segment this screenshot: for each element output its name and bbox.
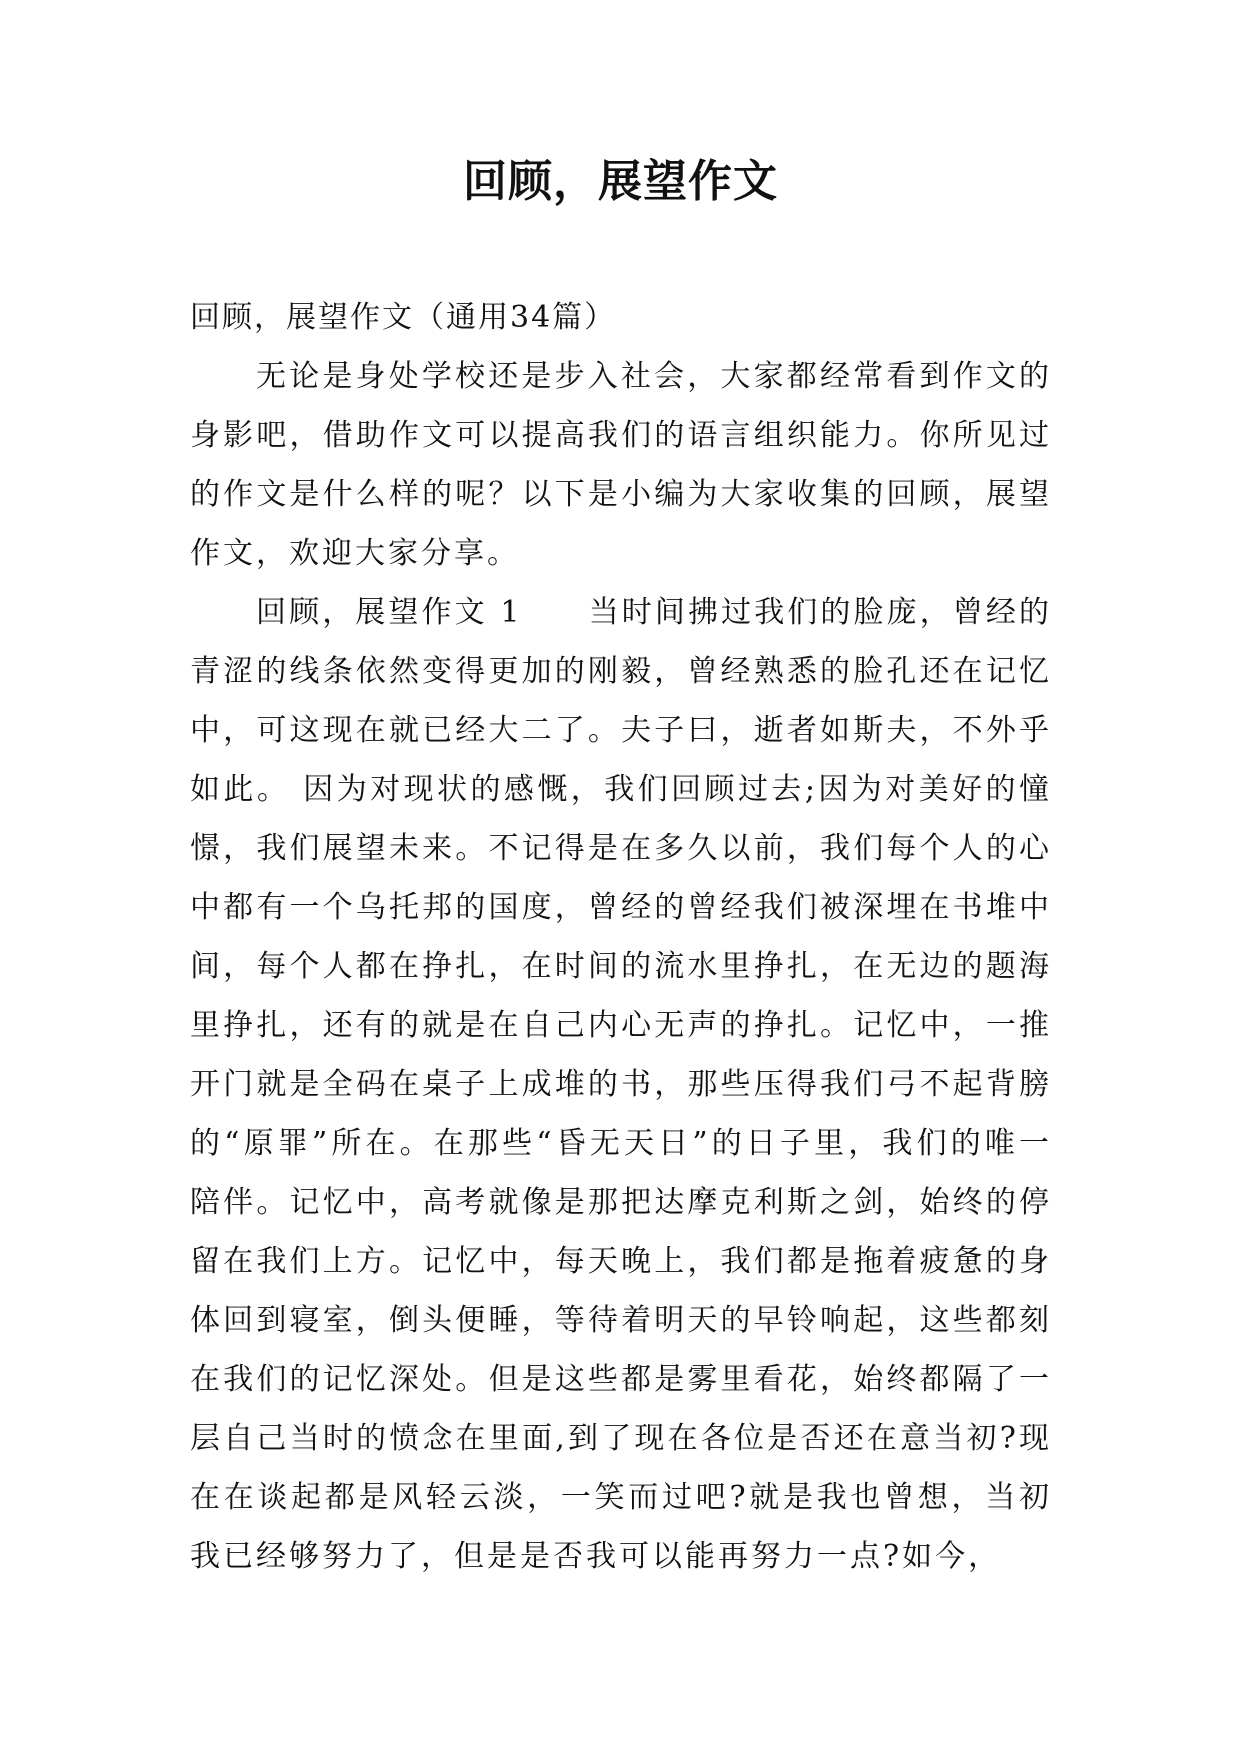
document-title: 回顾，展望作文 <box>463 156 778 207</box>
intro-paragraph: 无论是身处学校还是步入社会，大家都经常看到作文的身影吧，借助作文可以提高我们的语言组织能力。你所见过的作文是什么样的呢？以下是小编为大家收集的回顾，展望作文，欢迎大家分享。 <box>190 359 1052 571</box>
essay-1-paragraph: 回顾，展望作文 1 当时间拂过我们的脸庞，曾经的青涩的线条依然变得更加的刚毅，曾经熟悉的脸孔还在记忆中，可这现在就已经大二了。夫子曰，逝者如斯夫，不外乎如此。 因为对现状的感慨，我们回顾过去;因为对美好的憧憬，我们展望未来。不记得是在多久以前，我们每个人的心中都有一个乌托邦的国度，曾经的曾经我们被深埋在书堆中间，每个人都在挣扎，在时间的流水里挣扎，在无边的题海里挣扎，还有的就是在自己内心无声的挣扎。记忆中，一推开门就是全码在桌子上成堆的书，那些压得我们弓不起背膀的“原罪”所在。在那些“昏无天日”的日子里，我们的唯一陪伴。记忆中，高考就像是那把达摩克利斯之剑，始终的停留在我们上方。记忆中，每天晚上，我们都是拖着疲惫的身体回到寝室，倒头便睡，等待着明天的早铃响起，这些都刻在我们的记忆深处。但是这些都是雾里看花，始终都隔了一层自己当时的愤念在里面,到了现在各位是否还在意当初?现在在谈起都是风轻云淡，一笑而过吧?就是我也曾想，当初我已经够努力了，但是是否我可以能再努力一点?如今， <box>190 595 1052 1574</box>
document-body <box>190 288 1052 1586</box>
document-subtitle: 回顾，展望作文（通用34篇） <box>190 300 617 335</box>
